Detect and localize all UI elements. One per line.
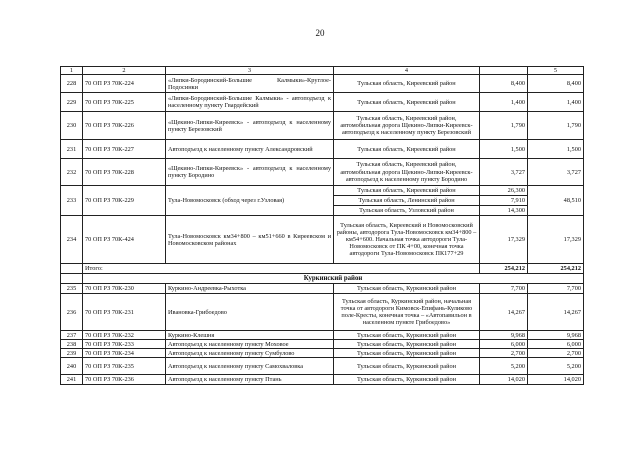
road-id: 70 ОП РЗ 70К-226 — [83, 112, 166, 140]
total-length: 254,212 — [480, 264, 528, 274]
table-row — [61, 159, 584, 186]
table-row — [61, 75, 584, 93]
road-length-total: 17,329 — [528, 216, 584, 264]
roads-table — [60, 66, 584, 385]
region-heading-row — [61, 274, 584, 284]
road-length: 3,727 — [480, 159, 528, 186]
road-length: 6,000 — [480, 340, 528, 349]
road-location: Тульская область, Куркинский район — [334, 349, 480, 358]
row-number: 239 — [61, 349, 83, 358]
road-length: 14,267 — [480, 294, 528, 331]
row-number: 238 — [61, 340, 83, 349]
road-length-total: 8,400 — [528, 75, 584, 93]
road-length: 26,300 — [480, 186, 528, 196]
table-row — [61, 375, 584, 385]
road-name: Куркино-Клешня — [166, 331, 334, 340]
page-number: 20 — [315, 28, 325, 38]
region-name: Куркинский район — [83, 274, 584, 284]
road-name: Автоподъезд к населенному пункту Птань — [166, 375, 334, 385]
road-name: Ивановка-Грибоедово — [166, 294, 334, 331]
roads-table-body — [61, 67, 584, 385]
table-row — [61, 186, 584, 196]
row-number: 234 — [61, 216, 83, 264]
table-row — [61, 349, 584, 358]
road-location: Тульская область, Ленинский район — [334, 196, 480, 206]
row-number: 237 — [61, 331, 83, 340]
column-header: 5 — [528, 67, 584, 75]
road-location: Тульская область, Куркинский район — [334, 375, 480, 385]
table-row — [61, 284, 584, 294]
column-header: 2 — [83, 67, 166, 75]
road-location: Тульская область, Киреевский район — [334, 186, 480, 196]
road-length-total: 14,267 — [528, 294, 584, 331]
road-length-total: 1,400 — [528, 93, 584, 112]
road-id: 70 ОП РЗ 70К-224 — [83, 75, 166, 93]
road-length: 9,968 — [480, 331, 528, 340]
table-row — [61, 294, 584, 331]
road-name: «Липки-Бородинский-Большие Калмыки» - автоподъезд к населенному пункту Гвардейский — [166, 93, 334, 112]
road-length: 1,790 — [480, 112, 528, 140]
road-length-total: 3,727 — [528, 159, 584, 186]
road-name: Автоподъезд к населенному пункту Сумбулово — [166, 349, 334, 358]
road-id: 70 ОП РЗ 70К-225 — [83, 93, 166, 112]
table-row — [61, 358, 584, 375]
road-length: 14,300 — [480, 206, 528, 216]
road-length: 17,329 — [480, 216, 528, 264]
row-number: 233 — [61, 186, 83, 216]
road-name: Автоподъезд к населенному пункту Александровский — [166, 140, 334, 159]
road-length-total: 9,968 — [528, 331, 584, 340]
road-name: «Щекино-Липки-Киреевск» - автоподъезд к населенному пункту Бородино — [166, 159, 334, 186]
road-length-total: 48,510 — [528, 186, 584, 216]
road-name: «Липки-Бородинский-Большие Калмыки»-Круглое-Подосинки — [166, 75, 334, 93]
total-label: Итого: — [83, 264, 480, 274]
road-length-total: 5,200 — [528, 358, 584, 375]
road-location: Тульская область, Киреевский район — [334, 93, 480, 112]
road-id: 70 ОП РЗ 70К-235 — [83, 358, 166, 375]
table-row — [61, 331, 584, 340]
row-number: 228 — [61, 75, 83, 93]
road-length-total: 1,500 — [528, 140, 584, 159]
column-header: 3 — [166, 67, 334, 75]
road-location: Тульская область, Киреевский район, автомобильная дорога Щекино-Липки-Киреевск-автоподъезд к населенному пункту Березовский — [334, 112, 480, 140]
table-header-row — [61, 67, 584, 75]
road-length: 5,200 — [480, 358, 528, 375]
road-id: 70 ОП РЗ 70К-229 — [83, 186, 166, 216]
road-location: Тульская область, Киреевский и Новомосковский районы, автодорога Тула-Новомосковск км34+800 – км54+600. Начальная точка автодороги Тула-Новомосковск от ПК 4+00, конечная точка автодороги Тула-Новомосковск ПК177+29 — [334, 216, 480, 264]
road-length-total: 6,000 — [528, 340, 584, 349]
road-location: Тульская область, Куркинский район — [334, 340, 480, 349]
road-id: 70 ОП РЗ 70К-424 — [83, 216, 166, 264]
road-location: Тульская область, Киреевский район — [334, 75, 480, 93]
road-location: Тульская область, Куркинский район — [334, 331, 480, 340]
road-length: 8,400 — [480, 75, 528, 93]
road-id: 70 ОП РЗ 70К-227 — [83, 140, 166, 159]
road-location: Тульская область, Куркинский район, начальная точка от автодороги Кимовск-Епифань-Куликово поле-Кресты, конечная точка – «Автопавильон в населенном пункте Грибоедово» — [334, 294, 480, 331]
total-row — [61, 264, 584, 274]
column-header: 4 — [334, 67, 480, 75]
road-length: 1,500 — [480, 140, 528, 159]
road-name: Автоподъезд к населенному пункту Моховое — [166, 340, 334, 349]
road-id: 70 ОП РЗ 70К-234 — [83, 349, 166, 358]
row-number: 236 — [61, 294, 83, 331]
row-number: 231 — [61, 140, 83, 159]
road-length: 14,020 — [480, 375, 528, 385]
road-length-total: 14,020 — [528, 375, 584, 385]
road-id: 70 ОП РЗ 70К-231 — [83, 294, 166, 331]
row-number: 230 — [61, 112, 83, 140]
row-number: 241 — [61, 375, 83, 385]
road-name: Тула-Новомосковск км34+800 – км51+660 в Киреевском и Новомосковском районах — [166, 216, 334, 264]
road-length: 1,400 — [480, 93, 528, 112]
table-row — [61, 216, 584, 264]
row-number: 229 — [61, 93, 83, 112]
road-length-total: 2,700 — [528, 349, 584, 358]
road-name: Куркино-Андреевка-Рыхотка — [166, 284, 334, 294]
column-header: 1 — [61, 67, 83, 75]
road-name: Автоподъезд к населенному пункту Самохваловка — [166, 358, 334, 375]
road-id: 70 ОП РЗ 70К-233 — [83, 340, 166, 349]
road-name: Тула-Новомосковск (обход через г.Узловая) — [166, 186, 334, 216]
road-location: Тульская область, Киреевский район — [334, 140, 480, 159]
road-length: 2,700 — [480, 349, 528, 358]
column-header — [480, 67, 528, 75]
road-id: 70 ОП РЗ 70К-236 — [83, 375, 166, 385]
road-location: Тульская область, Куркинский район — [334, 358, 480, 375]
road-length-total: 7,700 — [528, 284, 584, 294]
road-id: 70 ОП РЗ 70К-232 — [83, 331, 166, 340]
total-length-sum: 254,212 — [528, 264, 584, 274]
empty-cell — [61, 264, 83, 274]
road-name: «Щекино-Липки-Киреевск» - автоподъезд к населенному пункту Березовский — [166, 112, 334, 140]
table-row — [61, 93, 584, 112]
table-row — [61, 140, 584, 159]
road-location: Тульская область, Куркинский район — [334, 284, 480, 294]
row-number: 232 — [61, 159, 83, 186]
road-location: Тульская область, Киреевский район, автомобильная дорога Щекино-Липки-Киреевск-автоподъезд к населенному пункту Бородино — [334, 159, 480, 186]
row-number: 235 — [61, 284, 83, 294]
road-id: 70 ОП РЗ 70К-230 — [83, 284, 166, 294]
road-length-total: 1,790 — [528, 112, 584, 140]
row-number: 240 — [61, 358, 83, 375]
table-row — [61, 112, 584, 140]
road-length: 7,910 — [480, 196, 528, 206]
road-length: 7,700 — [480, 284, 528, 294]
table-row — [61, 340, 584, 349]
empty-cell — [61, 274, 83, 284]
road-location: Тульская область, Узловский район — [334, 206, 480, 216]
road-id: 70 ОП РЗ 70К-228 — [83, 159, 166, 186]
